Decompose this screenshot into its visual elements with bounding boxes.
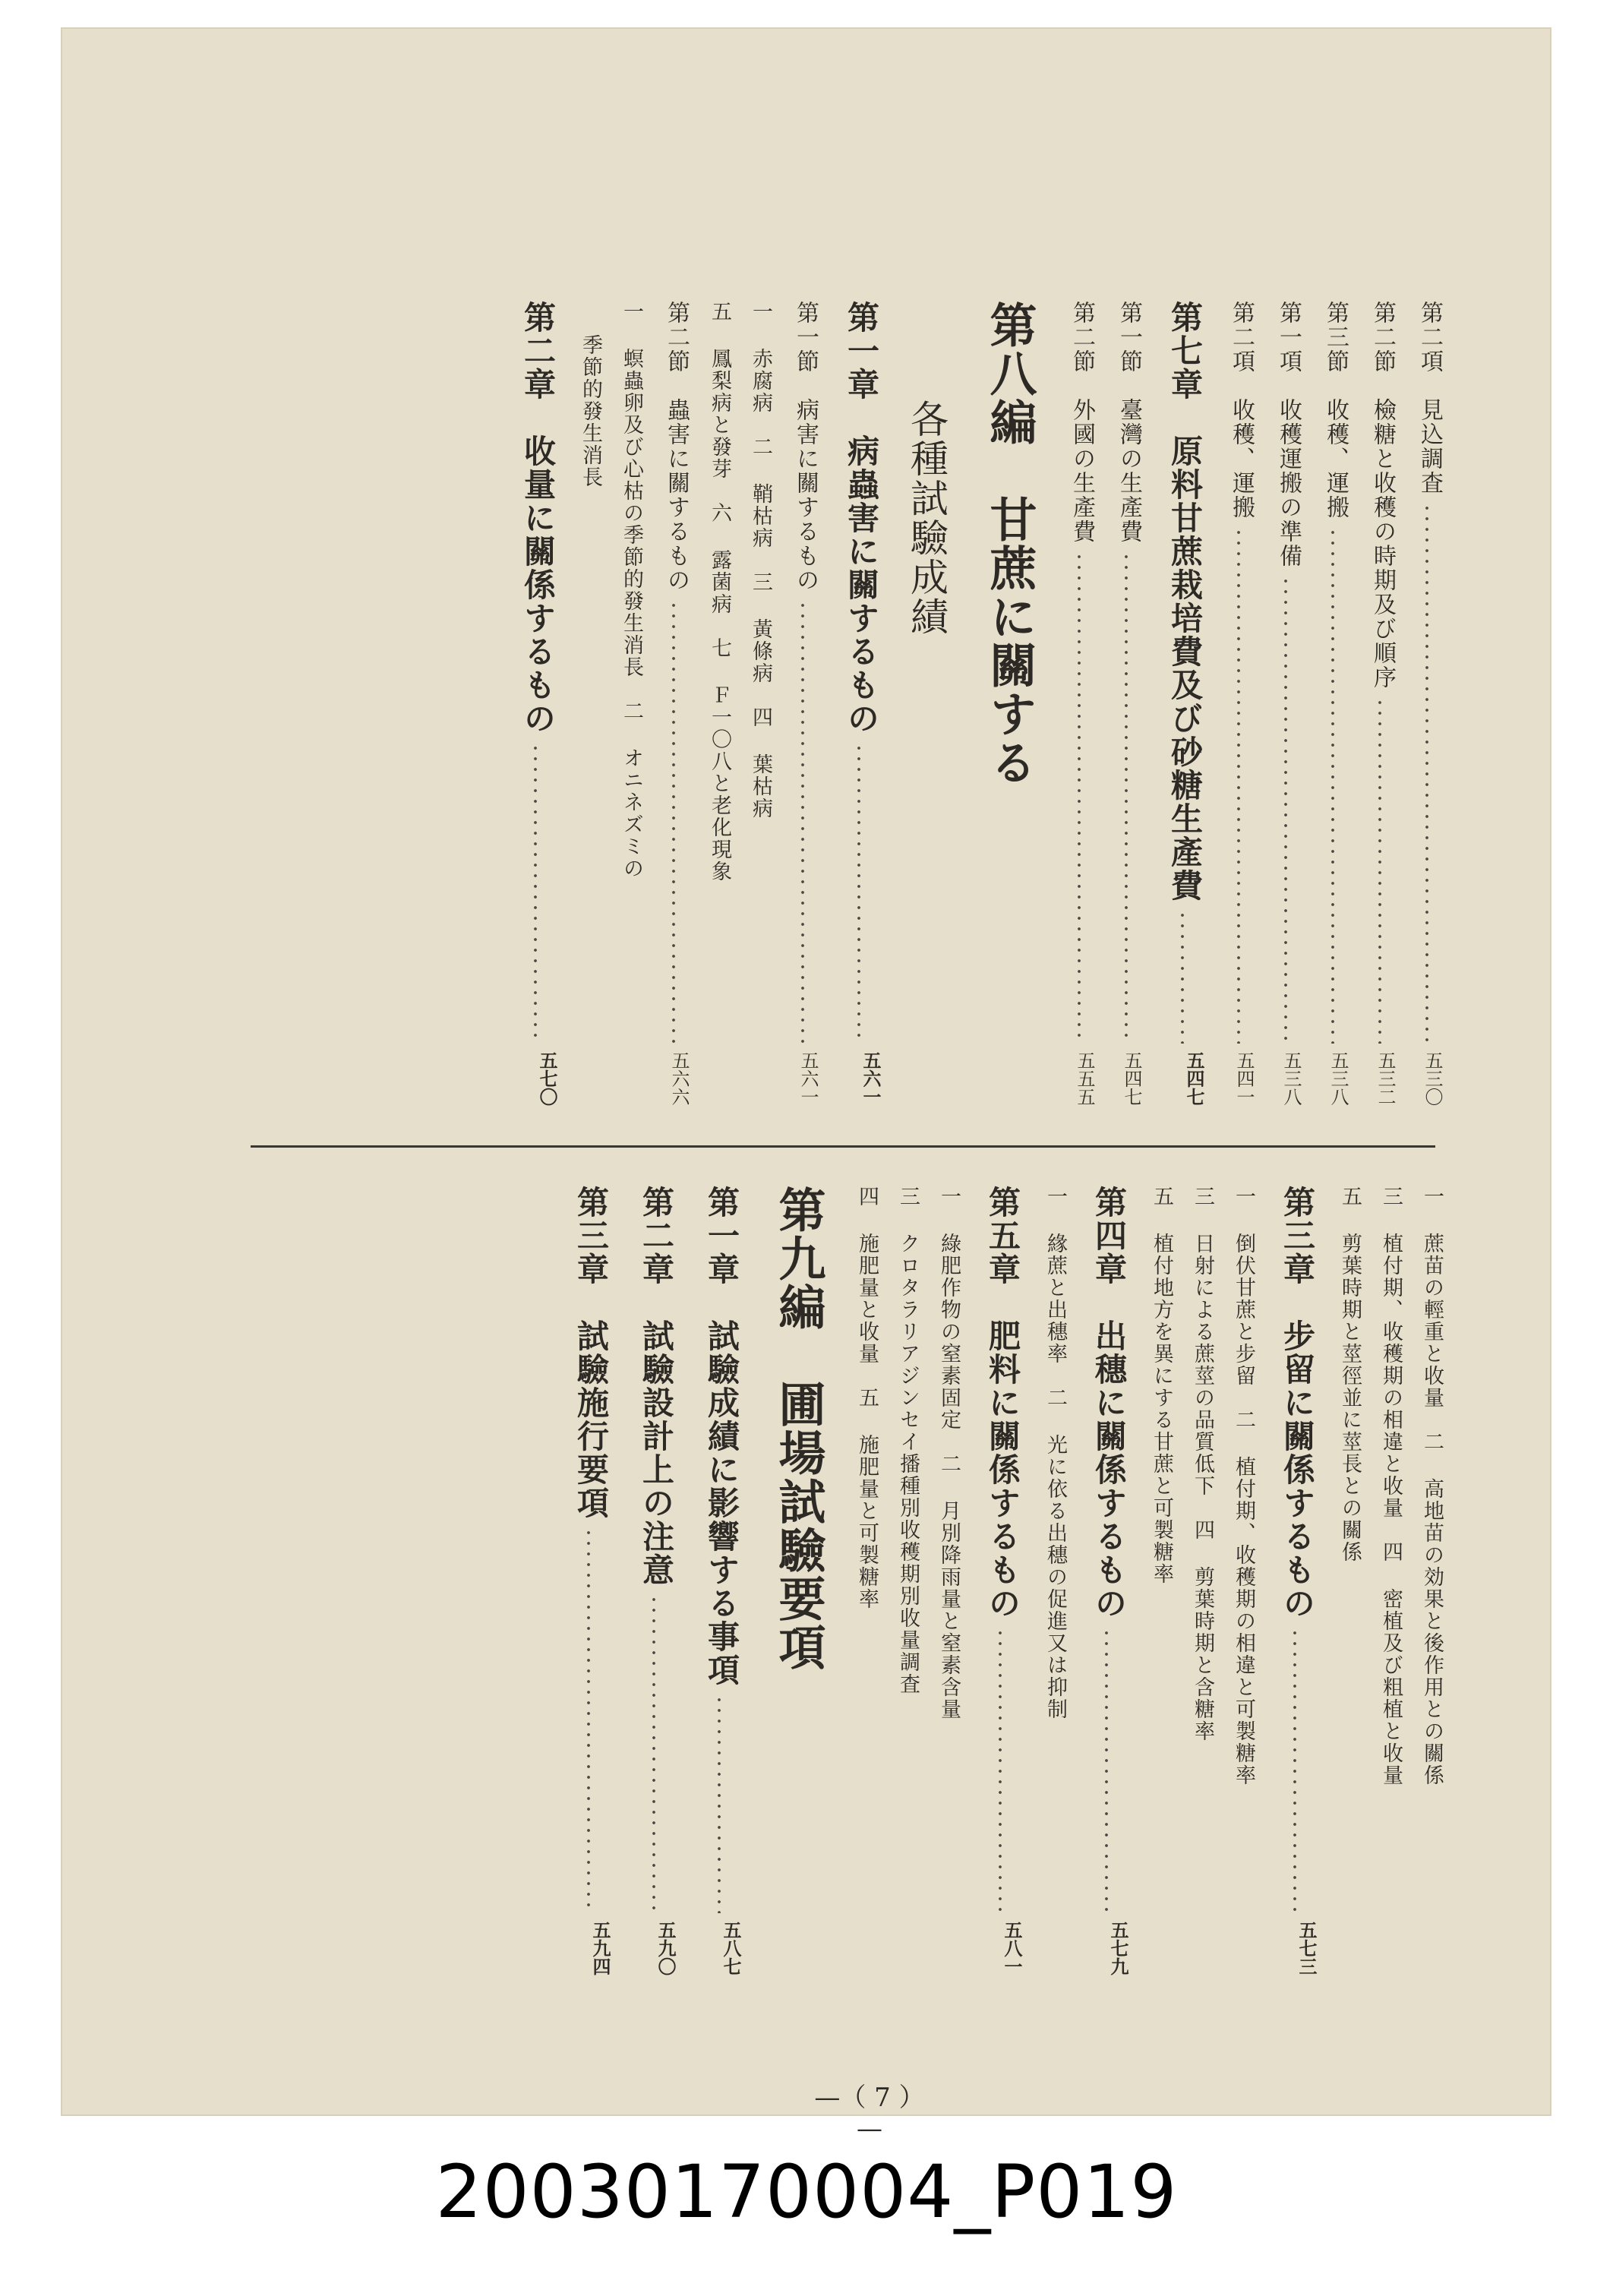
toc-entry-title: 一 螟蟲卵及び心枯の季節的發生消長 二 オニネズミの	[620, 301, 643, 880]
toc-entry-title: 五 植付地方を異にする甘蔗と可製糖率	[1150, 1186, 1173, 1585]
toc-entry	[1270, 1186, 1320, 1975]
toc-entry-title: 三 日射による蔗莖の品質低下 四 剪葉時期と含糖率	[1191, 1186, 1214, 1742]
toc-entry	[613, 301, 646, 880]
toc-entry-title: 五 剪葉時期と莖徑並に莖長との關係	[1338, 1186, 1362, 1563]
dot-leader	[1361, 697, 1399, 1044]
toc-entry	[1220, 301, 1258, 1106]
toc-entry-page: 五七九	[1107, 1921, 1129, 1975]
toc-entry-page: 五九四	[589, 1921, 611, 1975]
toc-entry	[742, 301, 775, 820]
toc-entry	[629, 1186, 679, 1975]
dot-leader	[1314, 527, 1352, 1044]
toc-entry-title: 第三章 試驗施行要項	[573, 1186, 610, 1520]
toc-entry	[701, 301, 734, 883]
book-page	[61, 27, 1551, 2144]
toc-entry-title: 季節的發生消長	[579, 334, 602, 488]
dot-leader	[1220, 527, 1258, 1044]
toc-entry-title: 第四章 出穗に關係するもの	[1091, 1186, 1128, 1620]
toc-lower-section	[235, 1186, 1450, 1975]
toc-entry-title: 第九編 圃場試驗要項	[771, 1186, 826, 1672]
toc-entry	[1060, 301, 1098, 1106]
toc-entry	[1184, 1186, 1217, 1742]
toc-entry	[930, 1186, 964, 1720]
archive-id-caption: 20030170004_P019	[435, 2149, 1178, 2234]
toc-entry	[834, 301, 884, 1106]
toc-entry-page: 五三八	[1280, 1051, 1302, 1106]
dot-leader	[1081, 1628, 1132, 1913]
toc-entry-title: 第五章 肥料に關係するもの	[984, 1186, 1021, 1620]
toc-entry	[975, 1186, 1025, 1975]
toc-entry	[1314, 301, 1352, 1106]
toc-entry	[1037, 1186, 1070, 1720]
toc-entry-title: 第二章 收量に關係するもの	[519, 301, 557, 735]
toc-entry-title: 第一節 臺灣の生產費	[1116, 301, 1142, 544]
toc-entry-page: 五三二	[1375, 1051, 1396, 1106]
dot-leader	[694, 1694, 744, 1913]
dot-leader	[510, 743, 560, 1044]
toc-entry	[510, 301, 560, 1106]
dot-leader	[1157, 910, 1207, 1044]
toc-entry-title: 一 倒伏甘蔗と步留 二 植付期、收穫期の相違と可製糖率	[1232, 1186, 1255, 1786]
toc-entry-title: 第二節 檢糖と收穫の時期及び順序	[1369, 301, 1396, 690]
toc-entry-title: 第一項 收穫運搬の準備	[1275, 301, 1302, 568]
toc-entry	[848, 1186, 882, 1610]
toc-entry-title: 第二節 外國の生產費	[1068, 301, 1095, 544]
toc-entry-title: 第二項 見込調査	[1416, 301, 1443, 495]
toc-entry	[655, 301, 693, 1106]
toc-entry-page: 五四一	[1233, 1051, 1255, 1106]
toc-entry-page: 五八一	[1001, 1921, 1023, 1975]
toc-entry-page: 五五五	[1074, 1051, 1095, 1106]
dot-leader	[1270, 1628, 1320, 1913]
toc-entry	[1413, 1186, 1447, 1786]
toc-entry-page: 五六一	[860, 1051, 882, 1106]
toc-entry-title: 第一節 病害に關するもの	[792, 301, 819, 592]
toc-entry-page: 五八七	[720, 1921, 742, 1975]
dot-leader	[784, 600, 822, 1044]
toc-entry	[1408, 301, 1446, 1106]
toc-entry	[975, 301, 1043, 787]
toc-entry-title: 五 鳳梨病と發芽 六 露菌病 七 Ｆ一〇八と老化現象	[708, 301, 731, 883]
dot-leader	[1267, 576, 1305, 1044]
toc-entry	[1267, 301, 1305, 1106]
toc-entry	[1143, 1186, 1176, 1585]
toc-entry	[1225, 1186, 1258, 1786]
toc-entry-title: 各種試驗成績	[904, 400, 949, 636]
toc-entry-title: 第三章 步留に關係するもの	[1279, 1186, 1316, 1620]
toc-entry	[1081, 1186, 1132, 1975]
toc-entry-title: 一 綠肥作物の窒素固定 二 月別降雨量と窒素含量	[937, 1186, 961, 1720]
toc-entry-title: 三 クロタラリアジンセイ播種別收穫期別收量調査	[896, 1186, 920, 1695]
toc-entry-title: 第二節 蟲害に關するもの	[663, 301, 690, 592]
toc-entry-title: 一 緣蔗と出穗率 二 光に依る出穗の促進又は抑制	[1043, 1186, 1067, 1720]
toc-entry-page: 五六六	[668, 1051, 690, 1106]
toc-entry	[563, 1186, 614, 1975]
section-divider	[251, 1145, 1435, 1148]
dot-leader	[1408, 503, 1446, 1044]
toc-entry-page: 五四七	[1121, 1051, 1142, 1106]
toc-entry	[1157, 301, 1207, 1106]
dot-leader	[975, 1628, 1025, 1913]
toc-entry-title: 第一章 病蟲害に關するもの	[843, 301, 880, 735]
toc-upper-section	[235, 301, 1450, 1106]
toc-entry-title: 第二章 試驗設計上の注意	[638, 1186, 675, 1587]
toc-entry-title: 第七章 原料甘蔗栽培費及び砂糖生產費	[1166, 301, 1204, 902]
dot-leader	[563, 1527, 614, 1913]
dot-leader	[629, 1594, 679, 1913]
toc-entry	[784, 301, 822, 1106]
toc-entry-page: 五三八	[1327, 1051, 1349, 1106]
dot-leader	[1107, 551, 1145, 1044]
toc-entry	[1331, 1186, 1365, 1563]
toc-entry-title: 三 植付期、收穫期の相違と收量 四 密植及び粗植と收量	[1379, 1186, 1403, 1786]
toc-entry-page: 五七三	[1296, 1921, 1318, 1975]
toc-entry-title: 第八編 甘蔗に關する	[982, 301, 1037, 787]
toc-entry	[572, 301, 605, 488]
toc-entry	[901, 301, 954, 636]
toc-entry	[1107, 301, 1145, 1106]
toc-entry-title: 第一章 試驗成績に影響する事項	[703, 1186, 740, 1687]
toc-entry-page: 五六一	[797, 1051, 819, 1106]
toc-entry-title: 一 赤腐病 二 鞘枯病 三 黃條病 四 葉枯病	[749, 301, 772, 820]
dot-leader	[655, 600, 693, 1044]
toc-entry	[889, 1186, 923, 1695]
toc-entry-title: 一 蔗苗の輕重と收量 二 高地苗の効果と後作用との關係	[1420, 1186, 1444, 1786]
toc-entry	[694, 1186, 744, 1975]
toc-entry-title: 第二項 收穫、運搬	[1228, 301, 1255, 520]
toc-entry	[1372, 1186, 1406, 1786]
toc-entry	[764, 1186, 832, 1672]
toc-entry-page: 五三〇	[1422, 1051, 1443, 1106]
toc-entry-title: 四 施肥量と收量 五 施肥量と可製糖率	[855, 1186, 879, 1610]
toc-entry-page: 五七〇	[536, 1051, 558, 1106]
page-number: —（ 7 ）—	[814, 2083, 925, 2144]
toc-entry-title: 第三節 收穫、運搬	[1322, 301, 1349, 520]
toc-entry	[1361, 301, 1399, 1106]
dot-leader	[1060, 551, 1098, 1044]
toc-entry-page: 五九〇	[655, 1921, 677, 1975]
dot-leader	[834, 743, 884, 1044]
toc-entry-page: 五四七	[1183, 1051, 1205, 1106]
